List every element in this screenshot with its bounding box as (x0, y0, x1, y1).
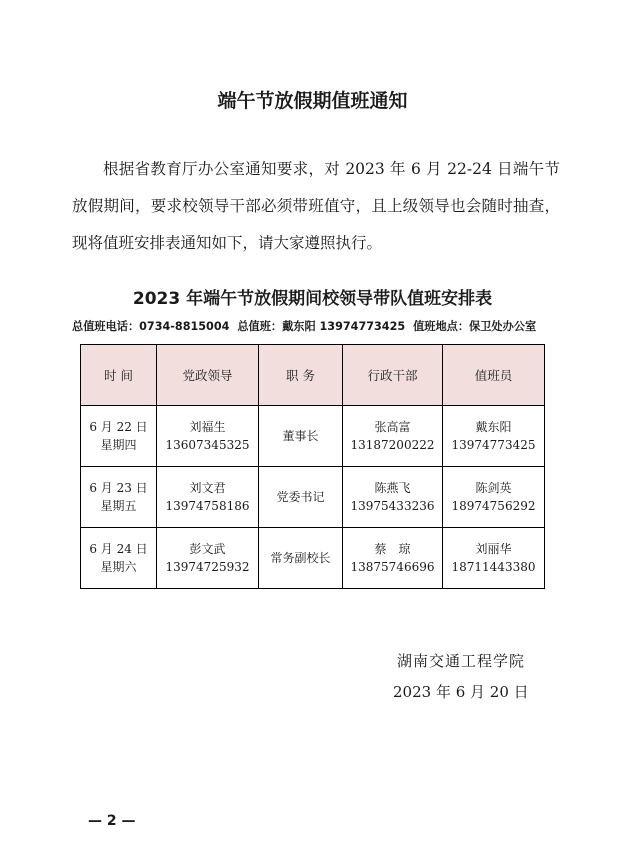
duty-location: 值班地点：保卫处办公室 (413, 320, 537, 333)
leader-phone: 13607345325 (165, 438, 250, 452)
weekday: 星期四 (100, 438, 137, 452)
signature-date: 2023 年 6 月 20 日 (393, 683, 529, 701)
cell-time (81, 467, 157, 528)
weekday: 星期六 (100, 560, 137, 574)
cell-position: 董事长 (259, 406, 343, 467)
cell-leader (157, 406, 259, 467)
cell-cadre (343, 467, 443, 528)
staff-name: 陈剑英 (475, 481, 512, 495)
cadre-name: 陈燕飞 (374, 481, 411, 495)
staff-phone: 13974773425 (451, 438, 536, 452)
document-title: 端午节放假期值班通知 (217, 90, 408, 112)
cell-leader (157, 528, 259, 589)
cell-cadre (343, 528, 443, 589)
table-row (81, 467, 545, 528)
table-row (81, 406, 545, 467)
header-position: 职 务 (259, 345, 343, 406)
leader-name: 彭文武 (189, 542, 226, 556)
cadre-name: 蔡 琼 (374, 542, 411, 556)
date: 6 月 23 日 (89, 481, 148, 495)
cell-position: 常务副校长 (259, 528, 343, 589)
date: 6 月 22 日 (89, 420, 148, 434)
cell-staff (443, 467, 545, 528)
table-title: 2023 年端午节放假期间校领导带队值班安排表 (132, 289, 493, 309)
cell-leader (157, 467, 259, 528)
staff-phone: 18974756292 (451, 499, 536, 513)
date: 6 月 24 日 (89, 542, 148, 556)
leader-name: 刘福生 (189, 420, 226, 434)
leader-phone: 13974725932 (165, 560, 250, 574)
cell-position: 党委书记 (259, 467, 343, 528)
cadre-phone: 13875746696 (350, 560, 435, 574)
cell-time (81, 528, 157, 589)
header-party-leader: 党政领导 (157, 345, 259, 406)
duty-person: 总值班：戴东阳 13974773425 (237, 320, 406, 333)
staff-name: 刘丽华 (475, 542, 512, 556)
leader-name: 刘文君 (189, 481, 226, 495)
cell-staff (443, 528, 545, 589)
cell-cadre (343, 406, 443, 467)
header-admin-cadre: 行政干部 (343, 345, 443, 406)
weekday: 星期五 (100, 499, 137, 513)
header-duty-staff: 值班员 (443, 345, 545, 406)
signature-org: 湖南交通工程学院 (397, 652, 526, 670)
header-time: 时 间 (81, 345, 157, 406)
table-row (81, 528, 545, 589)
leader-phone: 13974758186 (165, 499, 250, 513)
duty-info-line (72, 318, 562, 334)
cadre-name: 张高富 (374, 420, 411, 434)
cell-staff (443, 406, 545, 467)
table-header-row (81, 345, 545, 406)
page-number: — 2 — (88, 813, 136, 829)
notice-paragraph: 根据省教育厅办公室通知要求，对 2023 年 6 月 22-24 日端午节放假期间，要求校领导干部必须带班值守，且上级领导也会随时抽查，现将值班安排表通知如下，请大家遵照执行。 (72, 160, 560, 252)
staff-phone: 18711443380 (451, 560, 536, 574)
duty-phone: 总值班电话：0734-8815004 (72, 320, 230, 333)
staff-name: 戴东阳 (475, 420, 512, 434)
cadre-phone: 13975433236 (350, 499, 435, 513)
cell-time (81, 406, 157, 467)
cadre-phone: 13187200222 (350, 438, 435, 452)
duty-schedule-table (80, 344, 545, 589)
